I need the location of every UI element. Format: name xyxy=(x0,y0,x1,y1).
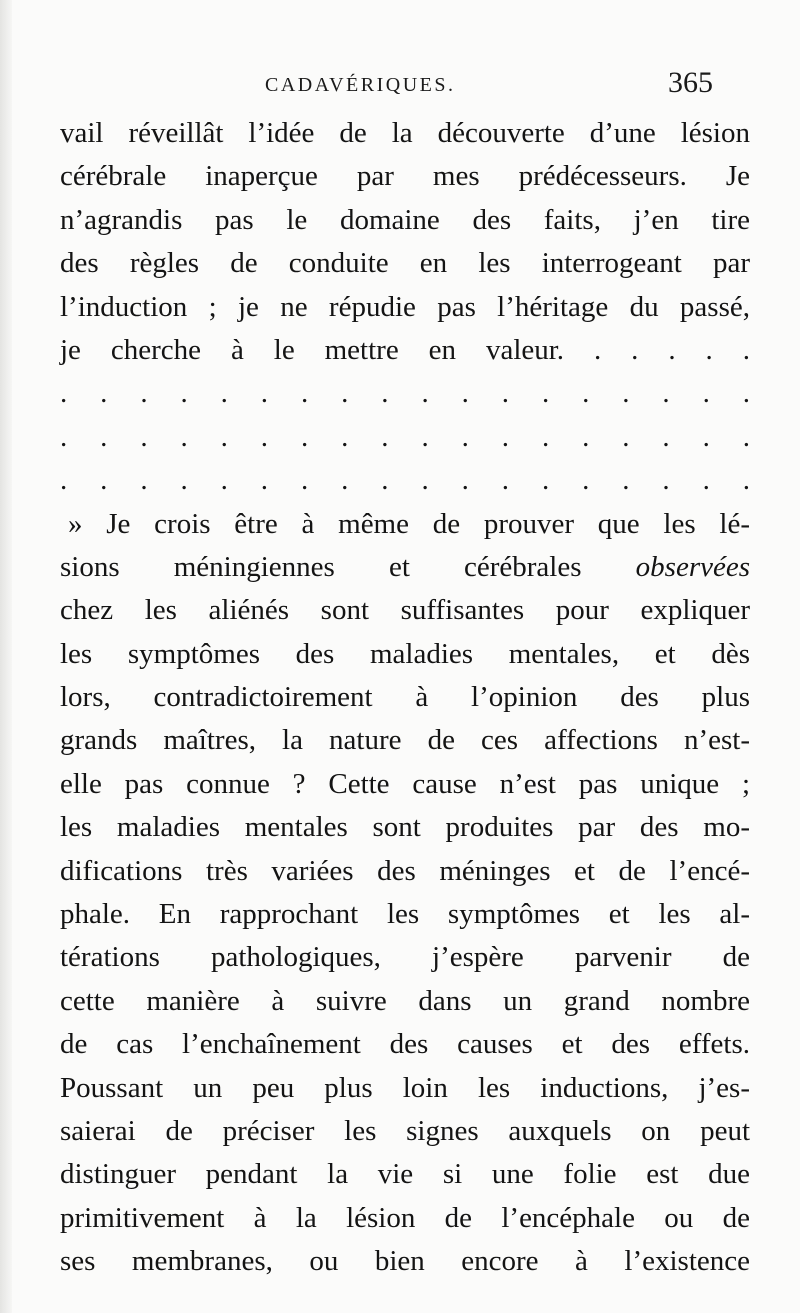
text-line: lors, contradictoirement à l’opinion des plus xyxy=(60,681,750,714)
page-number: 365 xyxy=(668,66,713,99)
ellipsis-line: . . . . . . . . . . . . . . . . . . xyxy=(60,420,750,453)
text-line: l’induction ; je ne répudie pas l’héritage du passé, xyxy=(60,290,750,323)
text-line: les maladies mentales sont produites par des mo- xyxy=(60,811,750,844)
running-title: CADAVÉRIQUES. xyxy=(265,74,456,96)
text-line: des règles de conduite en les interrogeant par xyxy=(60,247,750,280)
ellipsis-line: . . . . . . . . . . . . . . . . . . xyxy=(60,464,750,497)
text-line: de cas l’enchaînement des causes et des effets. xyxy=(60,1028,750,1061)
text-line: difications très variées des méninges et de l’encé- xyxy=(60,854,750,887)
text-line: distinguer pendant la vie si une folie est due xyxy=(60,1158,750,1191)
text-line: térations pathologiques, j’espère parvenir de xyxy=(60,941,750,974)
page-edge-shadow xyxy=(0,0,12,1313)
text-line: les symptômes des maladies mentales, et dès xyxy=(60,637,750,670)
text-line: n’agrandis pas le domaine des faits, j’en tire xyxy=(60,203,750,236)
text-line: » Je crois être à même de prouver que les lé- xyxy=(68,507,750,540)
text-line: primitivement à la lésion de l’encéphale ou de xyxy=(60,1201,750,1234)
text-line: vail réveillât l’idée de la découverte d’une lésion xyxy=(60,117,750,149)
ellipsis-line: . . . . . . . . . . . . . . . . . . xyxy=(60,377,750,410)
body-text xyxy=(60,112,750,1284)
text-line: elle pas connue ? Cette cause n’est pas unique ; xyxy=(60,767,750,800)
text-line: ses membranes, ou bien encore à l’existence xyxy=(60,1245,750,1278)
italic-word: observées xyxy=(635,550,750,583)
text-line: phale. En rapprochant les symptômes et les al- xyxy=(60,898,750,931)
text-line: Poussant un peu plus loin les inductions, j’es- xyxy=(60,1071,750,1104)
running-header xyxy=(0,64,800,104)
text-line: grands maîtres, la nature de ces affections n’est- xyxy=(60,724,750,757)
text-line: je cherche à le mettre en valeur. . . . . . xyxy=(60,333,750,366)
text-line: chez les aliénés sont suffisantes pour expliquer xyxy=(60,594,750,627)
text-line: cette manière à suivre dans un grand nombre xyxy=(60,984,750,1017)
text-line xyxy=(60,546,750,589)
text-segment: sions méningiennes et cérébrales xyxy=(60,550,636,583)
text-line: saierai de préciser les signes auxquels on peut xyxy=(60,1114,750,1147)
text-line: cérébrale inaperçue par mes prédécesseurs. Je xyxy=(60,160,750,193)
